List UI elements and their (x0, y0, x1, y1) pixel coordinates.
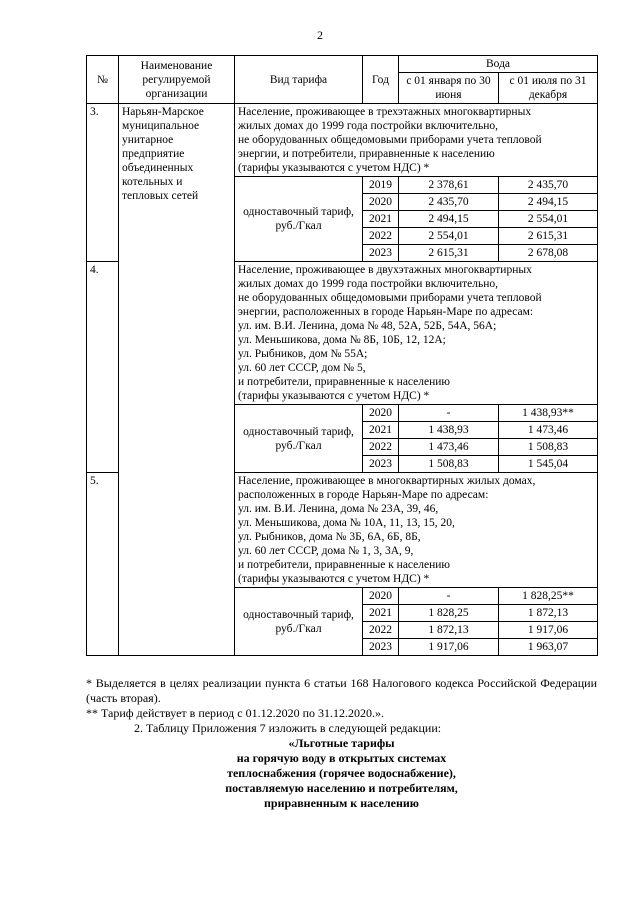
description-line: ул. им. В.И. Ленина, дома № 23А, 39, 46, (238, 503, 439, 515)
footnote-vat: * Выделяется в целях реализации пункта 6 статьи 168 Налогового кодекса Российской Федерации (часть вторая). (86, 676, 597, 705)
description-line: не оборудованных общедомовыми приборами учета тепловой (238, 134, 542, 146)
section-description (235, 473, 598, 588)
description-line: энергии, расположенных в городе Нарьян-Маре по адресам: (238, 306, 534, 318)
heading-line: «Льготные тарифы (288, 736, 395, 750)
section-description (235, 262, 598, 405)
header-num: № (87, 56, 119, 104)
header-period-2: с 01 июля по 31 декабря (499, 73, 598, 104)
description-line: ул. Рыбников, дом № 55А; (238, 348, 368, 360)
year-cell: 2022 (363, 228, 399, 245)
header-period-1: с 01 января по 30 июня (399, 73, 499, 104)
value-period-1: 2 494,15 (399, 211, 499, 228)
value-period-2: 1 545,04 (499, 456, 598, 473)
description-line: и потребители, приравненные к населению (238, 559, 451, 571)
year-cell: 2022 (363, 439, 399, 456)
value-period-2: 2 494,15 (499, 194, 598, 211)
description-line: жилых домах до 1999 года постройки включительно, (238, 120, 499, 132)
value-period-1: 1 473,46 (399, 439, 499, 456)
value-period-2: 1 917,06 (499, 622, 598, 639)
tariff-type: одноставочный тариф, руб./Гкал (235, 405, 363, 473)
description-line: ул. 60 лет СССР, дом № 5, (238, 362, 366, 374)
description-line: Население, проживающее в многоквартирных жилых домах, (238, 475, 536, 487)
heading-line: поставляемую населению и потребителям, (225, 781, 458, 795)
value-period-2: 2 435,70 (499, 177, 598, 194)
year-cell: 2020 (363, 194, 399, 211)
value-period-1: 2 615,31 (399, 245, 499, 262)
heading-line: на горячую воду в открытых системах (236, 751, 447, 765)
value-period-1: 2 435,70 (399, 194, 499, 211)
year-cell: 2021 (363, 211, 399, 228)
value-period-2: 1 828,25** (499, 588, 598, 605)
value-period-2: 1 473,46 (499, 422, 598, 439)
description-line: (тарифы указываются с учетом НДС) * (238, 573, 430, 585)
description-line: жилых домах до 1999 года постройки включительно, (238, 278, 499, 290)
value-period-1: - (399, 405, 499, 422)
section-number: 3. (87, 104, 119, 262)
description-line: Население, проживающее в двухэтажных многоквартирных (238, 264, 532, 276)
header-tariff-type: Вид тарифа (235, 56, 363, 104)
value-period-2: 2 554,01 (499, 211, 598, 228)
year-cell: 2019 (363, 177, 399, 194)
year-cell: 2021 (363, 422, 399, 439)
description-line: ул. Рыбников, дома № 3Б, 6А, 6Б, 8Б, (238, 531, 421, 543)
description-line: и потребители, приравненные к населению (238, 376, 451, 388)
description-line: расположенных в городе Нарьян-Маре по адресам: (238, 489, 489, 501)
year-cell: 2020 (363, 588, 399, 605)
value-period-1: 2 554,01 (399, 228, 499, 245)
year-cell: 2023 (363, 456, 399, 473)
value-period-2: 1 963,07 (499, 639, 598, 656)
year-cell: 2023 (363, 245, 399, 262)
footnotes (86, 676, 597, 811)
description-line: энергии, и потребители, приравненные к населению (238, 148, 495, 160)
description-line: ул. 60 лет СССР, дома № 1, 3, 3А, 9, (238, 545, 414, 557)
description-line: (тарифы указываются с учетом НДС) * (238, 390, 430, 402)
tariff-type: одноставочный тариф, руб./Гкал (235, 177, 363, 262)
description-line: ул. им. В.И. Ленина, дома № 48, 52А, 52Б, 54А, 56А; (238, 320, 497, 332)
description-line: Население, проживающее в трехэтажных многоквартирных (238, 106, 532, 118)
value-period-1: 1 917,06 (399, 639, 499, 656)
value-period-2: 2 678,08 (499, 245, 598, 262)
section-number: 4. (87, 262, 119, 473)
tariff-type: одноставочный тариф, руб./Гкал (235, 588, 363, 656)
description-line: не оборудованных общедомовыми приборами учета тепловой (238, 292, 542, 304)
section-description-row (87, 104, 598, 177)
page-number: 2 (317, 28, 323, 42)
value-period-2: 1 508,83 (499, 439, 598, 456)
year-cell: 2023 (363, 639, 399, 656)
description-line: (тарифы указываются с учетом НДС) * (238, 162, 430, 174)
item-2-text: 2. Таблицу Приложения 7 изложить в следующей редакции: (134, 721, 442, 735)
value-period-2: 2 615,31 (499, 228, 598, 245)
organization-name: Нарьян-Марское муниципальное унитарное предприятие объединенных котельных и тепловых сетей (119, 104, 235, 656)
header-water: Вода (399, 56, 598, 73)
description-line: ул. Меньшикова, дома № 8Б, 10Б, 12, 12А; (238, 334, 446, 346)
value-period-1: 1 438,93 (399, 422, 499, 439)
year-cell: 2020 (363, 405, 399, 422)
section-number: 5. (87, 473, 119, 656)
header-organization: Наименование регулируемой организации (119, 56, 235, 104)
value-period-1: - (399, 588, 499, 605)
header-year: Год (363, 56, 399, 104)
footnote-period: ** Тариф действует в период с 01.12.2020 по 31.12.2020.». (86, 706, 384, 720)
value-period-1: 1 508,83 (399, 456, 499, 473)
section-description (235, 104, 598, 177)
tariff-table (86, 55, 598, 656)
heading-line: приравненным к населению (264, 796, 419, 810)
value-period-1: 1 828,25 (399, 605, 499, 622)
year-cell: 2021 (363, 605, 399, 622)
value-period-2: 1 438,93** (499, 405, 598, 422)
heading-line: теплоснабжения (горячее водоснабжение), (227, 766, 456, 780)
description-line: ул. Меньшикова, дома № 10А, 11, 13, 15, 20, (238, 517, 455, 529)
value-period-2: 1 872,13 (499, 605, 598, 622)
value-period-1: 2 378,61 (399, 177, 499, 194)
appendix-heading (86, 736, 597, 811)
value-period-1: 1 872,13 (399, 622, 499, 639)
year-cell: 2022 (363, 622, 399, 639)
